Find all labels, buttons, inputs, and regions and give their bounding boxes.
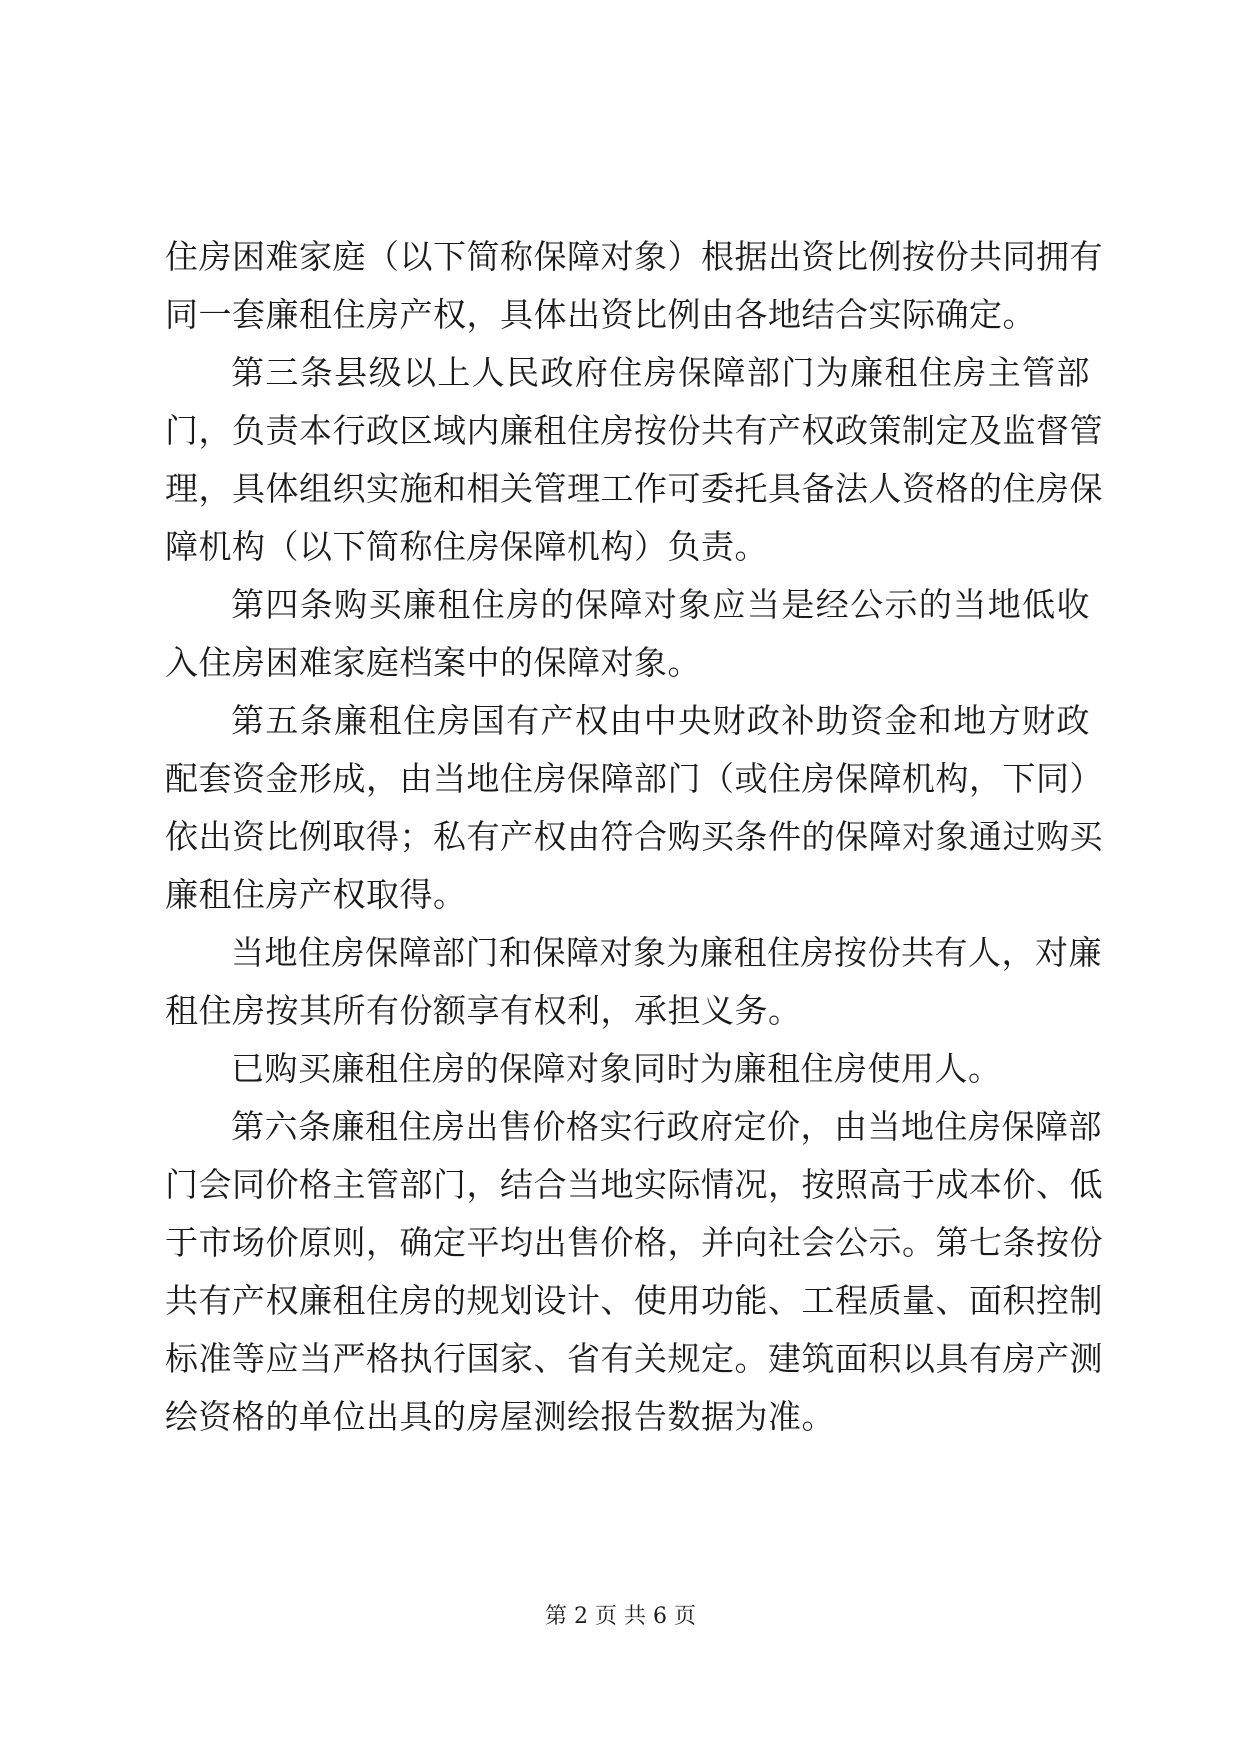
paragraph-line: 障机构（以下简称住房保障机构）负责。 — [165, 527, 768, 566]
paragraph-line: 依出资比例取得；私有产权由符合购买条件的保障对象通过购买 — [165, 817, 1103, 856]
page-footer: 第 2 页 共 6 页 — [545, 1604, 696, 1629]
paragraph-line: 配套资金形成，由当地住房保障部门（或住房保障机构，下同） — [165, 759, 1103, 798]
paragraph-line: 门，负责本行政区域内廉租住房按份共有产权政策制定及监督管 — [165, 411, 1103, 450]
paragraph — [165, 1040, 1090, 1098]
paragraph-line: 于市场价原则，确定平均出售价格，并向社会公示。第七条按份 — [165, 1223, 1103, 1262]
paragraph-line: 第三条县级以上人民政府住房保障部门为廉租住房主管部 — [231, 353, 1090, 392]
paragraph-line: 共有产权廉租住房的规划设计、使用功能、工程质量、面积控制 — [165, 1281, 1103, 1320]
paragraph-line: 第四条购买廉租住房的保障对象应当是经公示的当地低收 — [231, 585, 1090, 624]
paragraph — [165, 1098, 1103, 1446]
paragraph-line: 住房困难家庭（以下简称保障对象）根据出资比例按份共同拥有 — [165, 237, 1103, 276]
paragraph-line: 理，具体组织实施和相关管理工作可委托具备法人资格的住房保 — [165, 469, 1103, 508]
paragraph-line: 第六条廉租住房出售价格实行政府定价，由当地住房保障部 — [231, 1107, 1102, 1146]
paragraph — [165, 228, 1103, 344]
paragraph-line: 绘资格的单位出具的房屋测绘报告数据为准。 — [165, 1397, 835, 1436]
paragraph-line: 当地住房保障部门和保障对象为廉租住房按份共有人，对廉 — [231, 933, 1102, 972]
paragraph — [165, 924, 1102, 1040]
paragraph-line: 标准等应当严格执行国家、省有关规定。建筑面积以具有房产测 — [165, 1339, 1103, 1378]
paragraph-line: 第五条廉租住房国有产权由中央财政补助资金和地方财政 — [231, 701, 1090, 740]
paragraph-line: 廉租住房产权取得。 — [165, 875, 467, 914]
document-body — [165, 228, 1103, 1446]
paragraph-line: 同一套廉租住房产权，具体出资比例由各地结合实际确定。 — [165, 295, 1036, 334]
paragraph — [165, 692, 1103, 924]
paragraph-line: 入住房困难家庭档案中的保障对象。 — [165, 643, 701, 682]
paragraph-line: 租住房按其所有份额享有权利，承担义务。 — [165, 991, 802, 1030]
paragraph-line: 门会同价格主管部门，结合当地实际情况，按照高于成本价、低 — [165, 1165, 1103, 1204]
paragraph-line: 已购买廉租住房的保障对象同时为廉租住房使用人。 — [231, 1049, 1002, 1088]
paragraph — [165, 576, 1090, 692]
paragraph — [165, 344, 1103, 576]
